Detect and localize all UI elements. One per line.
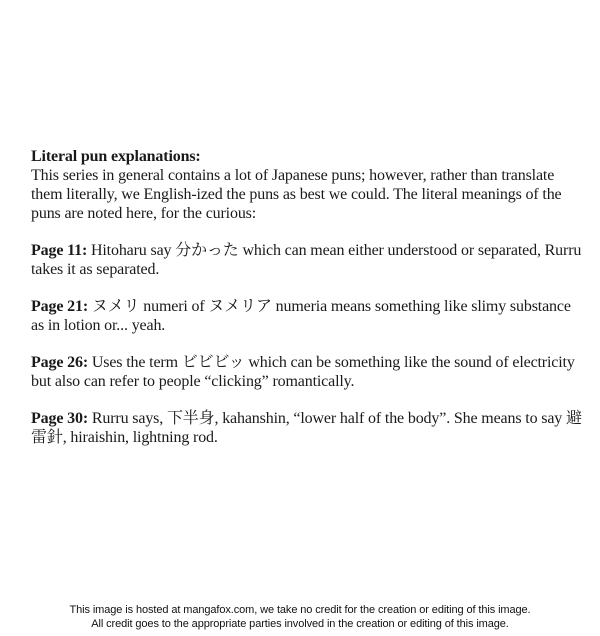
note-page-21 bbox=[31, 297, 586, 335]
pun-explanations-document bbox=[31, 147, 586, 465]
note-text: Uses the term ビビビッ which can be something like the sound of electricity but also can refer to people “clicking” romantically. bbox=[31, 354, 575, 390]
note-label: Page 11: bbox=[31, 242, 88, 259]
note-text: Hitoharu say 分かった which can mean either understood or separated, Rurru takes it as separated. bbox=[31, 242, 582, 278]
disclaimer-line-2: All credit goes to the appropriate parties involved in the creation or editing of this image. bbox=[91, 618, 509, 630]
note-label: Page 26: bbox=[31, 354, 89, 371]
note-label: Page 30: bbox=[31, 410, 89, 427]
document-heading: Literal pun explanations: bbox=[31, 148, 201, 165]
intro-paragraph: This series in general contains a lot of Japanese puns; however, rather than translate them literally, we English-ized the puns as best we could. The literal meanings of the puns are noted here, for the curious: bbox=[31, 167, 562, 222]
hosting-disclaimer bbox=[0, 603, 600, 631]
note-label: Page 21: bbox=[31, 298, 89, 315]
disclaimer-line-1: This image is hosted at mangafox.com, we take no credit for the creation or editing of this image. bbox=[69, 604, 531, 616]
note-text: Rurru says, 下半身, kahanshin, “lower half of the body”. She means to say 避雷針, hiraishin, lightning rod. bbox=[31, 410, 582, 446]
note-page-26 bbox=[31, 353, 586, 391]
note-text: ヌメリ numeri of ヌメリア numeria means something like slimy substance as in lotion or... yeah. bbox=[31, 298, 571, 334]
note-page-30 bbox=[31, 409, 586, 447]
note-page-11 bbox=[31, 241, 586, 279]
